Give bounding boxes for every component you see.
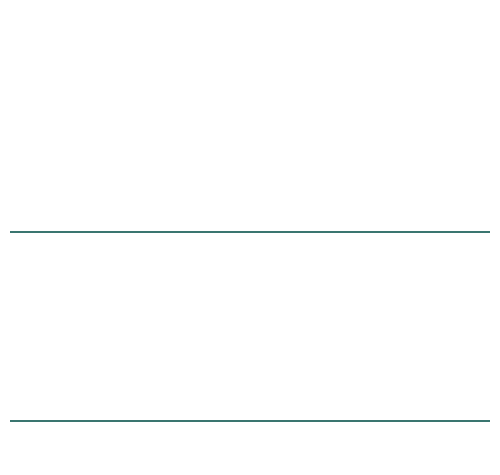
divider — [10, 420, 490, 422]
divider — [10, 231, 490, 233]
previous-months-tail — [0, 0, 500, 22]
